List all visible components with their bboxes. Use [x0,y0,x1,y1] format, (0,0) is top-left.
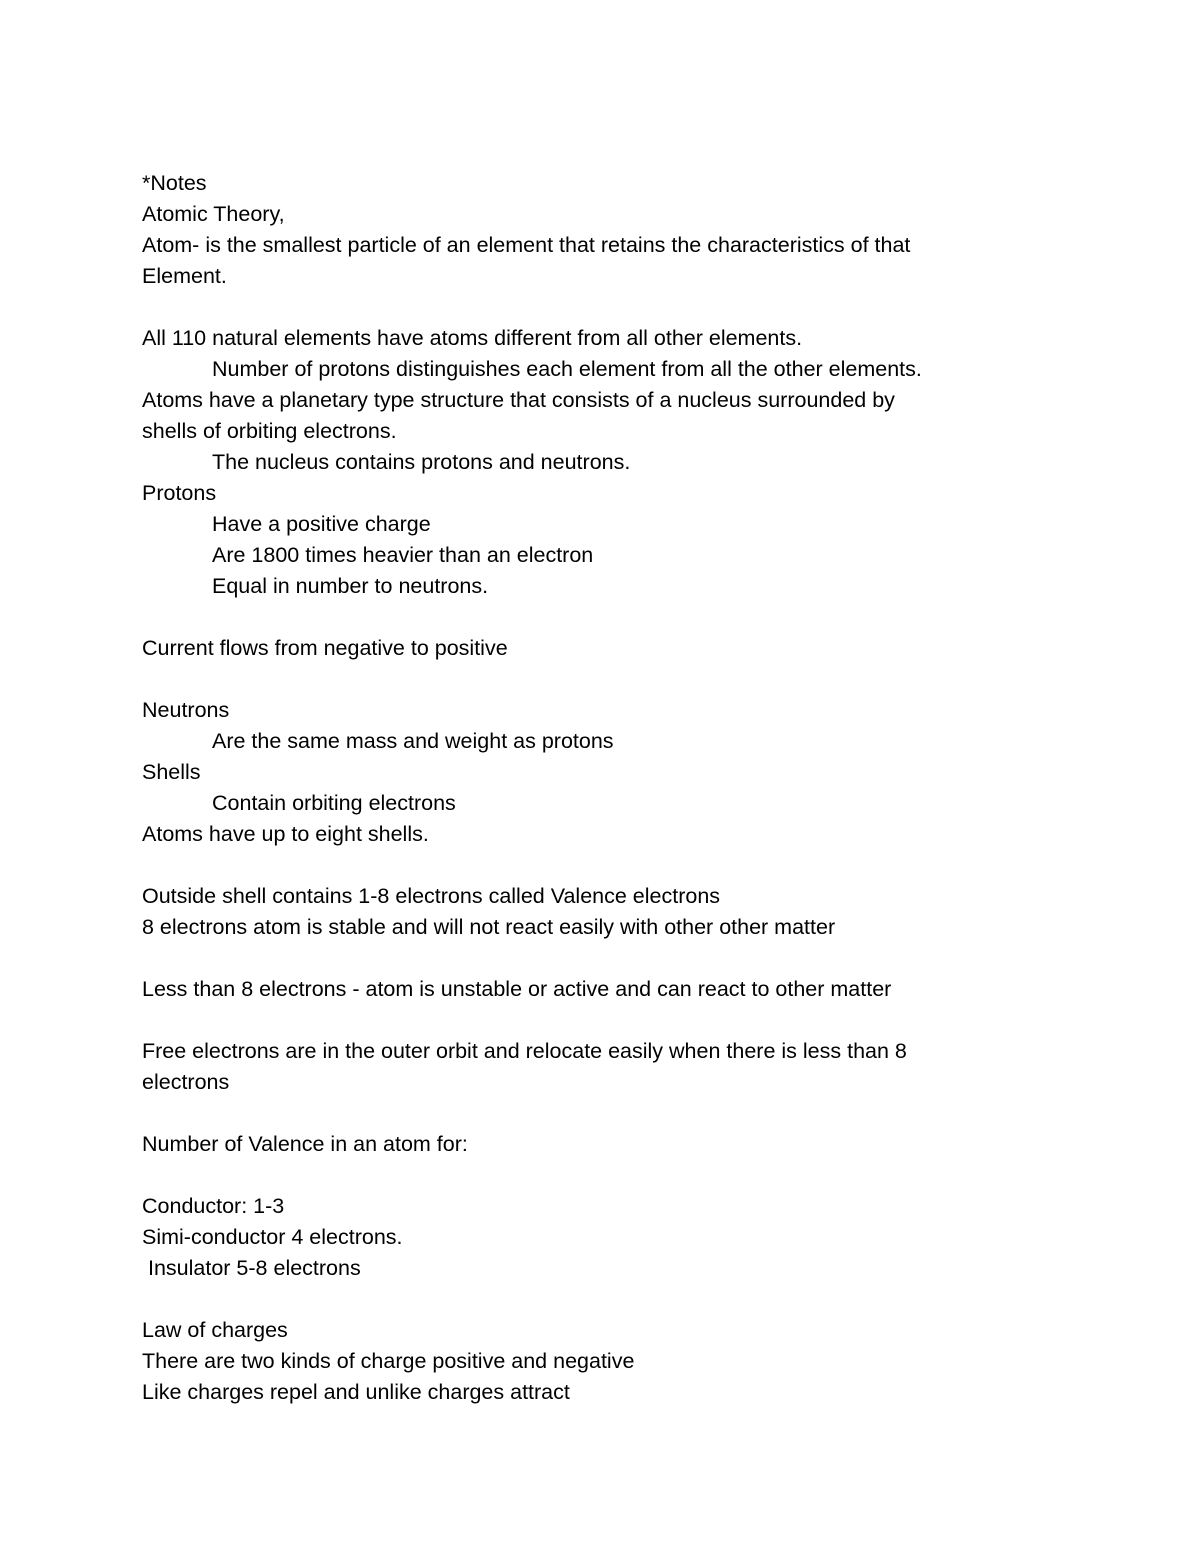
text-line: Simi-conductor 4 electrons. [142,1225,403,1249]
text-line: All 110 natural elements have atoms different from all other elements. [142,326,803,350]
text-line: Element. [142,264,227,288]
indented-line: Contain orbiting electrons [212,791,456,815]
text-line: shells of orbiting electrons. [142,419,397,443]
text-line: Less than 8 electrons - atom is unstable or active and can react to other matter [142,977,892,1001]
blank-line [142,1005,1072,1036]
indented-line: Equal in number to neutrons. [212,574,489,598]
text-line: Atom- is the smallest particle of an element that retains the characteristics of that [142,233,911,257]
text-line: Neutrons [142,698,230,722]
blank-line [142,1284,1072,1315]
text-line: Law of charges [142,1318,288,1342]
blank-line [142,602,1072,633]
indented-line: Number of protons distinguishes each element from all the other elements. [212,357,922,381]
blank-line [142,292,1072,323]
text-line: Free electrons are in the outer orbit and relocate easily when there is less than 8 [142,1039,907,1063]
blank-line [142,1098,1072,1129]
text-line: There are two kinds of charge positive and negative [142,1349,635,1373]
indented-line: The nucleus contains protons and neutrons. [212,450,631,474]
text-line: 8 electrons atom is stable and will not react easily with other other matter [142,915,836,939]
notes-heading: *Notes [142,171,207,195]
text-line: Atoms have a planetary type structure that consists of a nucleus surrounded by [142,388,895,412]
text-line: Like charges repel and unlike charges attract [142,1380,570,1404]
blank-line [142,1160,1072,1191]
text-line: Current flows from negative to positive [142,636,508,660]
text-line: Insulator 5-8 electrons [148,1256,361,1280]
indented-line: Are the same mass and weight as protons [212,729,614,753]
blank-line [142,943,1072,974]
text-line: Conductor: 1-3 [142,1194,285,1218]
text-line: Outside shell contains 1-8 electrons called Valence electrons [142,884,721,908]
text-line: electrons [142,1070,230,1094]
text-line: Atoms have up to eight shells. [142,822,429,846]
indented-line: Are 1800 times heavier than an electron [212,543,594,567]
text-line: Shells [142,760,201,784]
section-title: Atomic Theory, [142,202,285,226]
text-line: Number of Valence in an atom for: [142,1132,468,1156]
notes-body [142,168,1072,1408]
indented-line: Have a positive charge [212,512,431,536]
blank-line [142,850,1072,881]
text-line: Protons [142,481,217,505]
blank-line [142,664,1072,695]
